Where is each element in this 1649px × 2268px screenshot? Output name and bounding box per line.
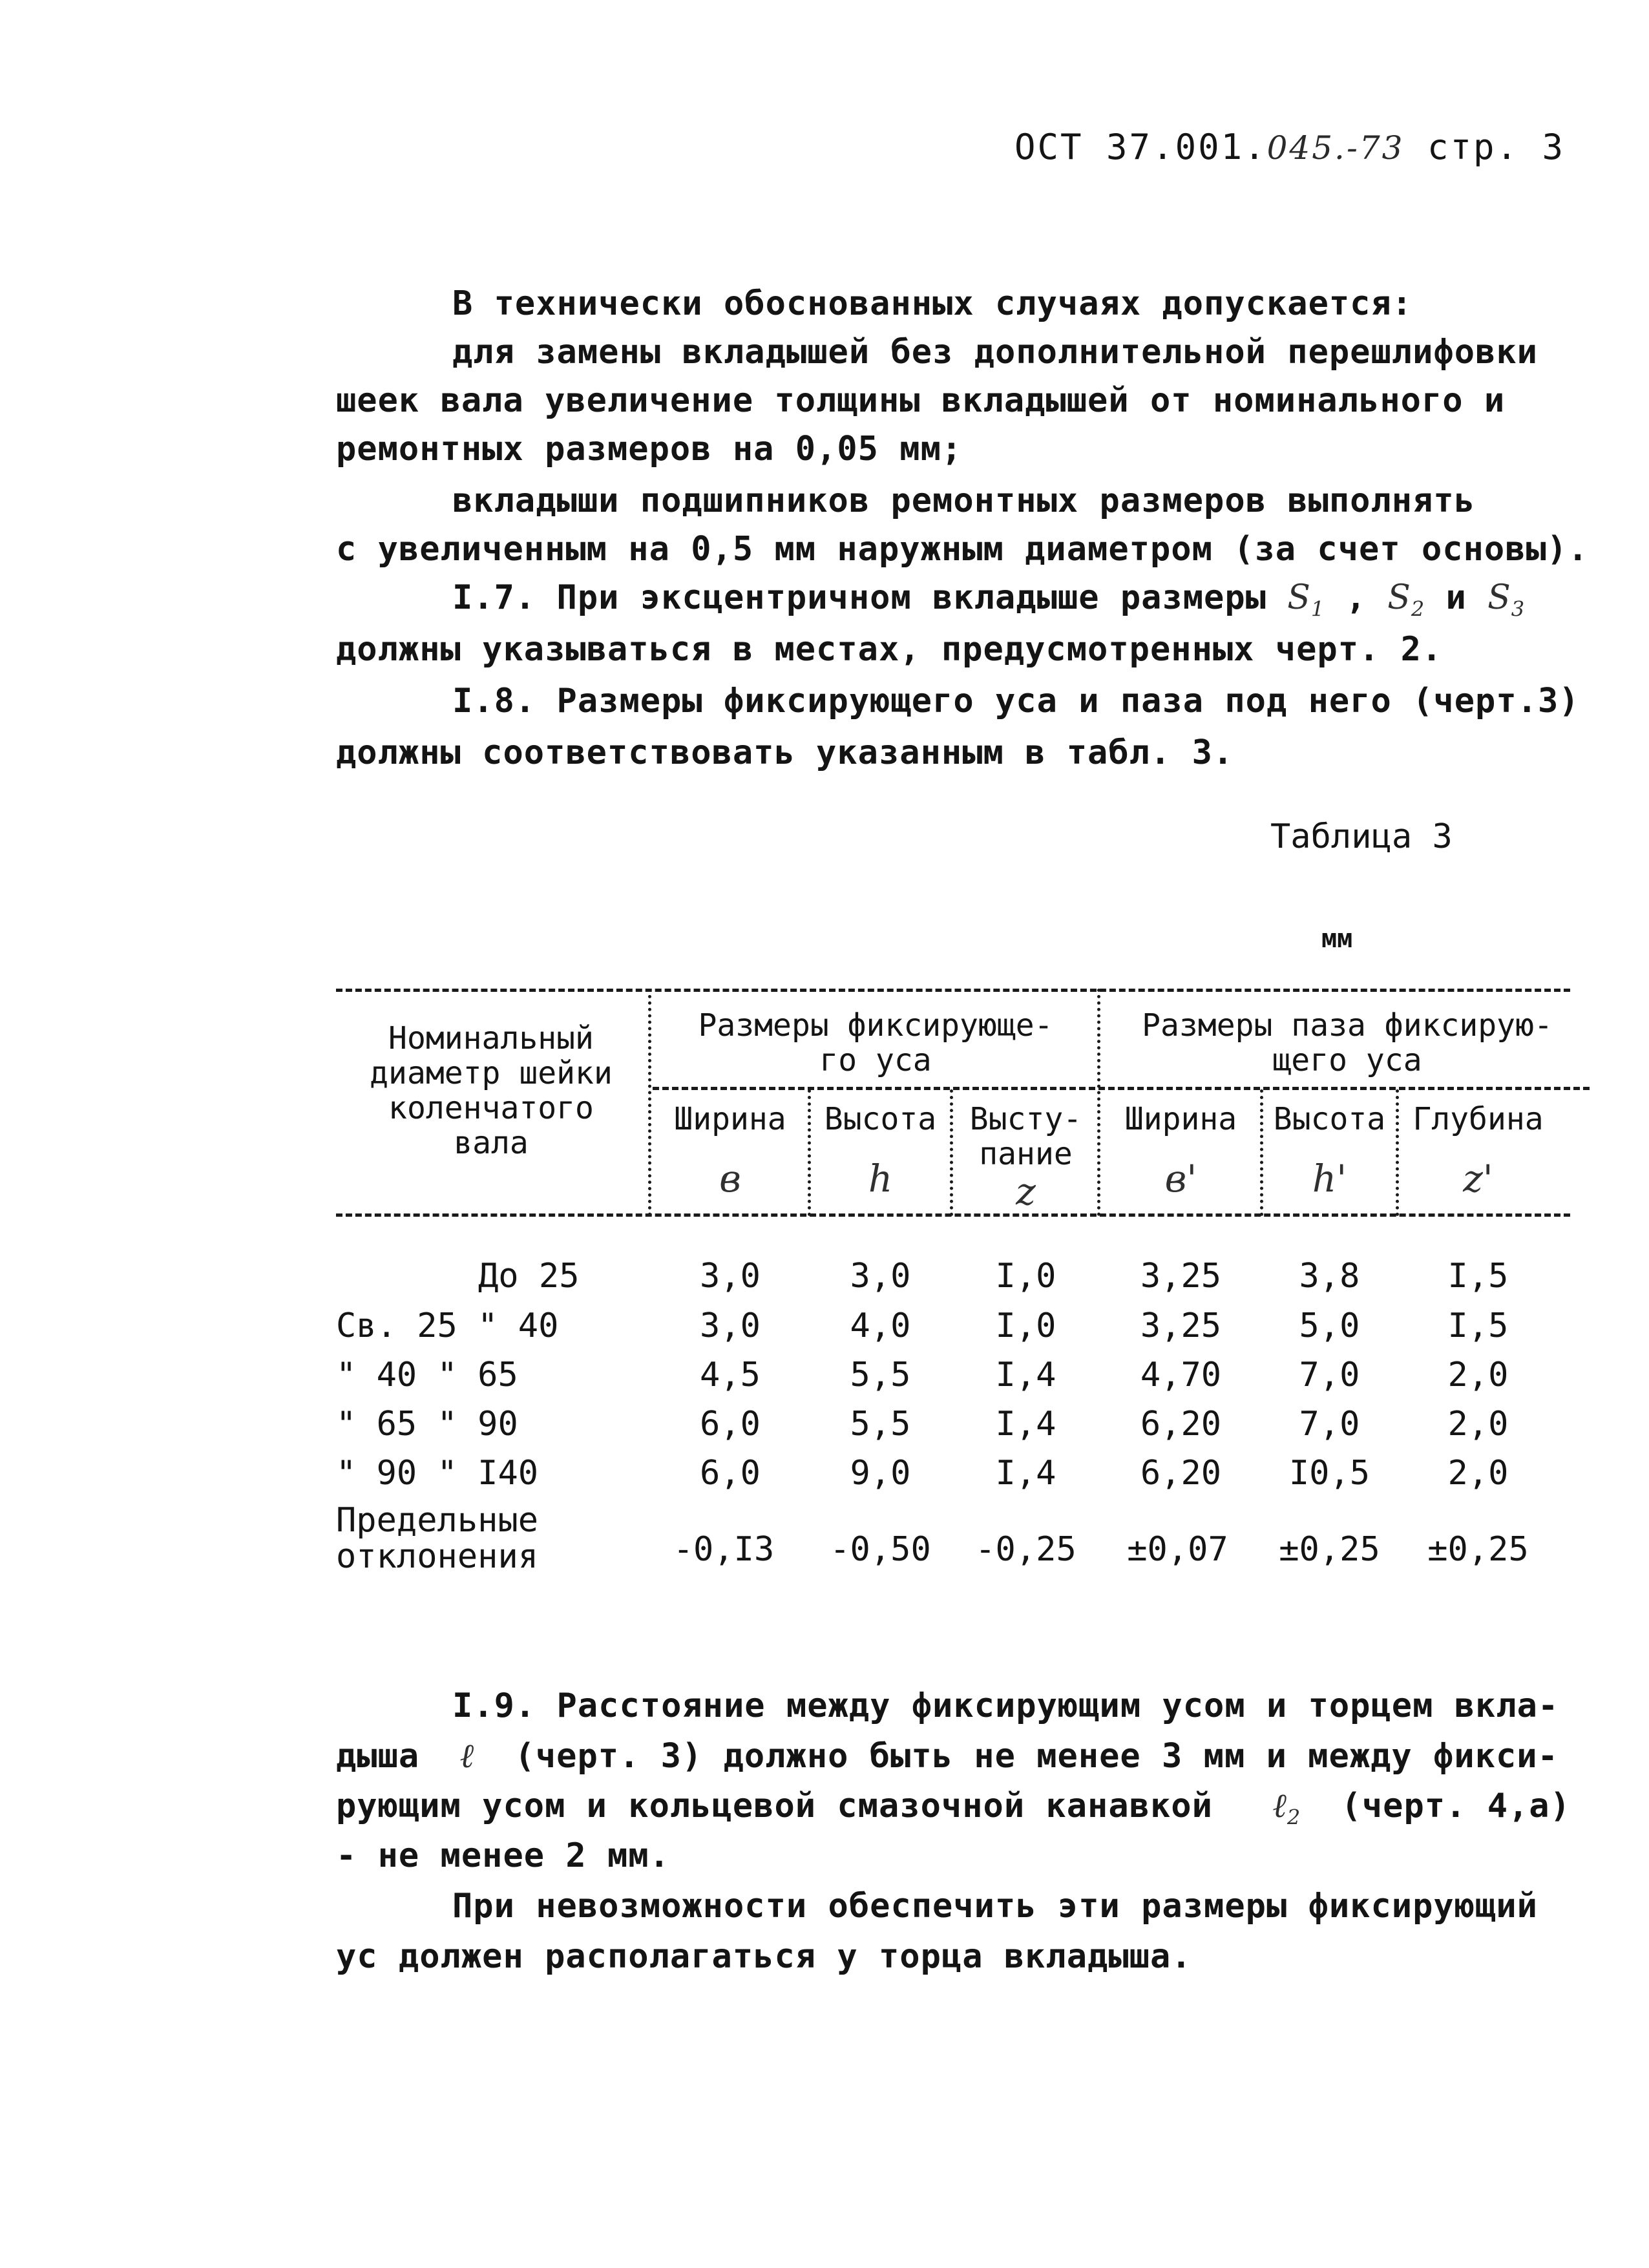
table-cell: 3,0 xyxy=(850,1257,911,1296)
paragraph-line: В технически обоснованных случаях допускается: xyxy=(452,284,1413,323)
symbol-z: z xyxy=(1016,1170,1036,1213)
standard-number: ОСТ 37.001. xyxy=(1014,127,1267,167)
tolerance-cell: ±0,25 xyxy=(1279,1530,1380,1569)
paragraph-line: должны соответствовать указанным в табл. 3. xyxy=(336,733,1234,772)
paragraph-line: При невозможности обеспечить эти размеры фиксирующий xyxy=(452,1887,1538,1926)
clause-1-9: I.9. Расстояние между фиксирующим усом и торцем вкла- xyxy=(452,1686,1559,1725)
table-cell: 3,0 xyxy=(700,1257,761,1296)
table-cell: 3,25 xyxy=(1140,1257,1222,1296)
symbol-s2: $S_2$ xyxy=(1387,578,1425,622)
subheader-slot-width: Ширина xyxy=(1124,1101,1237,1137)
tolerance-cell: -0,25 xyxy=(975,1530,1077,1569)
table-cell: I,4 xyxy=(995,1405,1056,1444)
table-cell: 3,8 xyxy=(1299,1257,1360,1296)
paragraph-line: дыша ℓ (черт. 3) должно быть не менее 3 мм и между фикси- xyxy=(336,1737,1559,1776)
header-group-slot-dimensions: Размеры паза фиксирую- щего уса xyxy=(1142,1007,1553,1078)
tolerance-cell: -0,I3 xyxy=(673,1530,775,1569)
symbol-l2: ℓ$_2$ xyxy=(1272,1787,1301,1830)
clause-1-7-text: I.7. При эксцентричном вкладыше размеры xyxy=(452,578,1266,617)
table-column-divider xyxy=(648,989,651,1216)
row-label: Св. 25 " 40 xyxy=(336,1307,559,1345)
subheader-slot-height: Высота xyxy=(1273,1101,1386,1137)
table-cell: 3,25 xyxy=(1140,1307,1222,1345)
table-cell: 7,0 xyxy=(1299,1356,1360,1394)
paragraph-line: - не менее 2 мм. xyxy=(336,1836,670,1875)
table-cell: 5,5 xyxy=(850,1356,911,1394)
subheader-protrusion: Высту- пание xyxy=(969,1101,1082,1172)
paragraph-line: ремонтных размеров на 0,05 мм; xyxy=(336,430,963,468)
symbol-h: h xyxy=(868,1157,893,1201)
separator: , xyxy=(1325,578,1388,617)
table-top-rule xyxy=(336,989,1570,992)
table-cell: 3,0 xyxy=(700,1307,761,1345)
clause-1-8: I.8. Размеры фиксирующего уса и паза под него (черт.3) xyxy=(452,682,1580,720)
table-cell: I,5 xyxy=(1447,1257,1509,1296)
subheader-width: Ширина xyxy=(674,1101,786,1137)
tolerance-row-label: Предельные отклонения xyxy=(336,1501,539,1576)
table-cell: 5,5 xyxy=(850,1405,911,1444)
table-cell: 6,20 xyxy=(1140,1454,1222,1493)
table-cell: I0,5 xyxy=(1288,1454,1371,1493)
paragraph-line: должны указываться в местах, предусмотренных черт. 2. xyxy=(336,630,1443,669)
table-cell: 2,0 xyxy=(1447,1454,1509,1493)
symbol-b-prime: в' xyxy=(1164,1157,1197,1201)
paragraph-line: вкладыши подшипников ремонтных размеров выполнять xyxy=(452,481,1476,520)
symbol-z-prime: z' xyxy=(1463,1157,1493,1201)
row-label: До 25 xyxy=(478,1257,580,1296)
page-header xyxy=(1014,127,1565,167)
tolerance-cell: ±0,07 xyxy=(1127,1530,1228,1569)
table-cell: 6,0 xyxy=(700,1454,761,1493)
clause-1-7 xyxy=(452,578,1525,621)
symbol-h-prime: h' xyxy=(1312,1157,1347,1201)
table-cell: I,0 xyxy=(995,1257,1056,1296)
table-cell: 9,0 xyxy=(850,1454,911,1493)
table-cell: 2,0 xyxy=(1447,1356,1509,1394)
table-cell: I,0 xyxy=(995,1307,1056,1345)
symbol-s1: $S_1$ xyxy=(1287,578,1325,622)
table-cell: 4,0 xyxy=(850,1307,911,1345)
table-header-mid-rule xyxy=(653,1087,1590,1090)
table-caption: Таблица 3 xyxy=(1270,817,1453,856)
table-cell: 5,0 xyxy=(1299,1307,1360,1345)
conjunction: и xyxy=(1425,578,1488,617)
table-cell: 6,0 xyxy=(700,1405,761,1444)
table-units: мм xyxy=(1321,924,1353,954)
table-header-bottom-rule xyxy=(336,1213,1570,1217)
table-cell: 6,20 xyxy=(1140,1405,1222,1444)
paragraph-line: ус должен располагаться у торца вкладыша. xyxy=(336,1937,1192,1976)
paragraph-line: для замены вкладышей без дополнительной перешлифовки xyxy=(452,333,1538,372)
page-number: стр. 3 xyxy=(1427,127,1566,167)
table-cell: I,4 xyxy=(995,1356,1056,1394)
paragraph-line: шеек вала увеличение толщины вкладышей от номинального и xyxy=(336,381,1506,420)
tolerance-cell: ±0,25 xyxy=(1427,1530,1529,1569)
symbol-l: ℓ xyxy=(459,1737,475,1776)
table-cell: 4,70 xyxy=(1140,1356,1222,1394)
header-group-tab-dimensions: Размеры фиксирующе- го уса xyxy=(698,1007,1053,1078)
symbol-s3: $S_3$ xyxy=(1487,578,1526,622)
table-cell: 7,0 xyxy=(1299,1405,1360,1444)
header-nominal-diameter: Номинальный диаметр шейки коленчатого вала xyxy=(370,1020,613,1161)
row-label: " 40 " 65 xyxy=(336,1356,518,1394)
tolerance-cell: -0,50 xyxy=(830,1530,931,1569)
row-label: " 90 " I40 xyxy=(336,1454,539,1493)
paragraph-line: рующим усом и кольцевой смазочной канавкой ℓ$_2$ (черт. 4,а) xyxy=(336,1787,1571,1830)
table-cell: I,5 xyxy=(1447,1307,1509,1345)
symbol-b: в xyxy=(719,1157,741,1201)
standard-number-handwritten: 045.-73 xyxy=(1266,129,1405,167)
row-label: " 65 " 90 xyxy=(336,1405,518,1444)
subheader-slot-depth: Глубина xyxy=(1413,1101,1544,1137)
table-cell: I,4 xyxy=(995,1454,1056,1493)
table-cell: 4,5 xyxy=(700,1356,761,1394)
table-cell: 2,0 xyxy=(1447,1405,1509,1444)
subheader-height: Высота xyxy=(824,1101,937,1137)
paragraph-line: с увеличенным на 0,5 мм наружным диаметром (за счет основы). xyxy=(336,530,1589,569)
